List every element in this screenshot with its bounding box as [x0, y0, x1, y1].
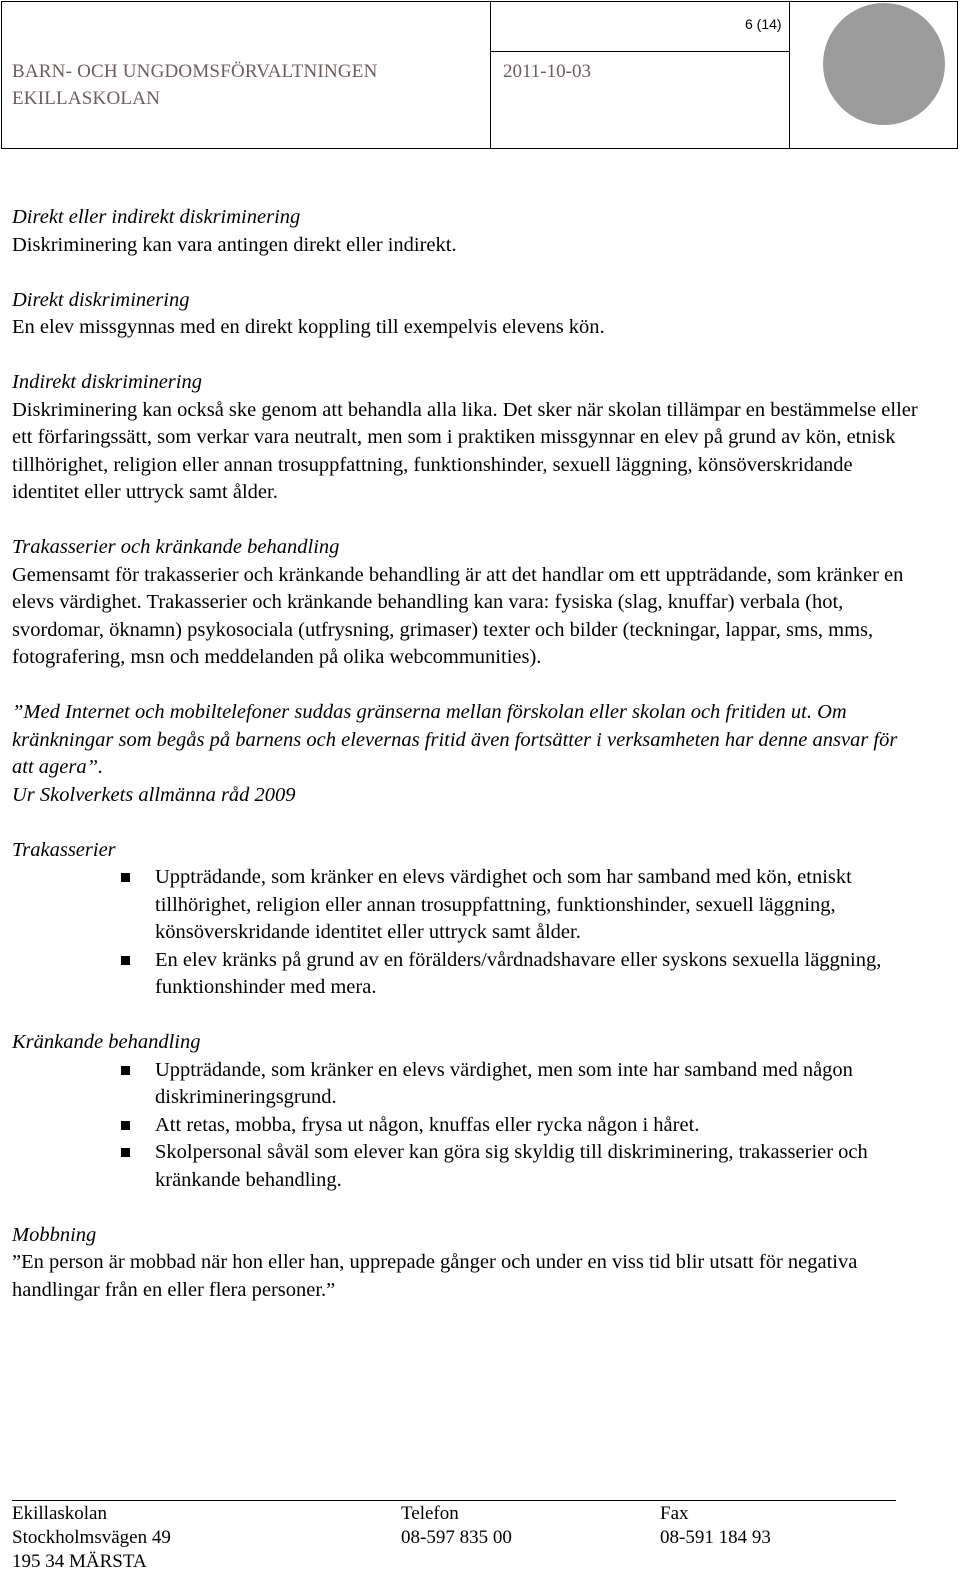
paragraph-direkt-indirekt: Diskriminering kan vara antingen direkt eller indirekt. — [12, 233, 457, 256]
footer-phone-number: 08-597 835 00 — [401, 1527, 512, 1548]
quote-text: ”Med Internet och mobiltelefoner suddas gränserna mellan förskolan eller skolan och fritiden ut. Om kränkningar som begås på barnens och elevernas fritid även fortsätter i verksamheten har denne ansvar för att agera”. — [12, 701, 898, 778]
footer-fax-label: Fax — [660, 1503, 689, 1524]
footer-address — [12, 1502, 171, 1574]
page-header — [0, 0, 960, 152]
list-item: Uppträdande, som kränker en elevs värdighet och som har samband med kön, etniskt tillhörighet, religion eller annan trosuppfattning, funktionshinder, sexuell läggning, könsöverskridande identitet eller uttryck samt ålder. — [155, 864, 922, 947]
footer-fax — [660, 1502, 771, 1550]
paragraph-mobbning: ”En person är mobbad när hon eller han, upprepade gånger och under en viss tid blir utsatt för negativa handlingar från en eller flera personer.” — [12, 1251, 858, 1301]
quote-source: Ur Skolverkets allmänna råd 2009 — [12, 783, 296, 806]
heading-trakasserier-krankande: Trakasserier och kränkande behandling — [12, 536, 340, 558]
footer-phone — [401, 1502, 512, 1550]
document-date: 2011-10-03 — [503, 61, 591, 82]
list-item: Uppträdande, som kränker en elevs värdighet, men som inte har samband med någon diskrimineringsgrund. — [155, 1057, 922, 1112]
footer-school: Ekillaskolan — [12, 1503, 107, 1524]
heading-trakasserier: Trakasserier — [12, 838, 116, 861]
footer-fax-number: 08-591 184 93 — [660, 1527, 771, 1548]
organization-name — [12, 58, 378, 112]
paragraph-trakasserier-krankande: Gemensamt för trakasserier och kränkande behandling är att det handlar om ett uppträdande, som kränker en elevs värdighet. Trakasserier och kränkande behandling kan vara: fysiska (slag, knuffar) verbala (hot, svordomar, öknamn) psykosociala (utfrysning, grimaser) texter och bilder (teckningar, lappar, sms, mms, fotografering, msn och meddelanden på olika webcommunities). — [12, 563, 904, 668]
list-item: En elev kränks på grund av en förälders/vårdnadshavare eller syskons sexuella läggning, funktionshinder med mera. — [155, 947, 922, 1002]
trakasserier-list — [12, 864, 922, 1002]
footer-rule — [12, 1500, 896, 1501]
paragraph-direkt: En elev missgynnas med en direkt koppling till exempelvis elevens kön. — [12, 316, 605, 338]
krankande-list — [12, 1057, 922, 1195]
footer-postal: 195 34 MÄRSTA — [12, 1551, 147, 1572]
header-divider — [490, 51, 790, 52]
heading-direkt: Direkt diskriminering — [12, 288, 190, 311]
footer-phone-label: Telefon — [401, 1503, 459, 1524]
organization-line-1: BARN- OCH UNGDOMSFÖRVALTNINGEN — [12, 61, 378, 82]
paragraph-indirekt: Diskriminering kan också ske genom att behandla alla lika. Det sker när skolan tillämpar en bestämmelse eller ett förfaringssätt, som verkar vara neutralt, men som i praktiken missgynnar en elev på grund av kön, etnisk tillhörighet, religion eller annan trosuppfattning, funktionshinder, sexuell läggning, könsöverskridande identitet eller uttryck samt ålder. — [12, 398, 918, 503]
document-body — [12, 204, 922, 1304]
logo-circle-icon — [823, 3, 945, 125]
list-item: Skolpersonal såväl som elever kan göra sig skyldig till diskriminering, trakasserier och kränkande behandling. — [155, 1139, 922, 1194]
list-item: Att retas, mobba, frysa ut någon, knuffas eller rycka någon i håret. — [155, 1112, 922, 1140]
heading-krankande: Kränkande behandling — [12, 1031, 201, 1053]
heading-mobbning: Mobbning — [12, 1223, 97, 1246]
organization-line-2: EKILLASKOLAN — [12, 88, 161, 109]
heading-direkt-indirekt: Direkt eller indirekt diskriminering — [12, 206, 301, 228]
heading-indirekt: Indirekt diskriminering — [12, 371, 202, 393]
page-number: 6 (14) — [745, 16, 782, 32]
footer-street: Stockholmsvägen 49 — [12, 1527, 171, 1548]
